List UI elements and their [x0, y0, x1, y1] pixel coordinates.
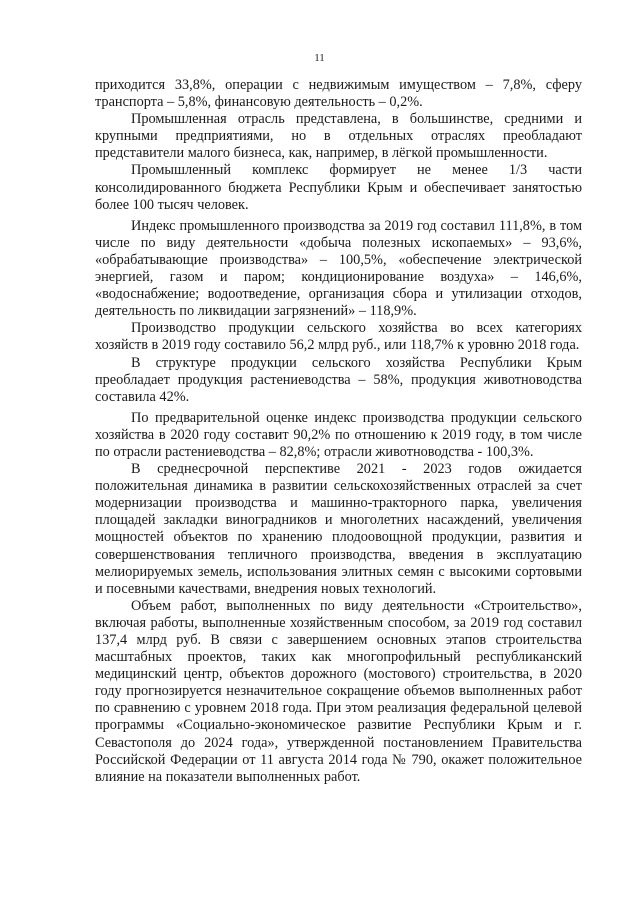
- paragraph-agriculture-outlook: В среднесрочной перспективе 2021 - 2023 годов ожидается положительная динамика в развитии сельскохозяйственных отраслей за счет модернизации производства и машинно-тракторного парка, увеличения площадей закладки виноградников и многолетних насаждений, увеличения мощностей объектов по хранению плодоовощной продукции, развития и совершенствования тепличного производства, введения в эксплуатацию мелиорируемых земель, использования элитных семян с высокими сортовыми и посевными качествами, внедрения новых технологий.: [95, 461, 582, 597]
- body-text: [95, 77, 582, 786]
- paragraph-agriculture-forecast: По предварительной оценке индекс производства продукции сельского хозяйства в 2020 году составит 90,2% по отношению к 2019 году, в том числе по отрасли растениеводства – 82,8%; отрасли животноводства - 100,3%.: [95, 409, 582, 460]
- paragraph-industry-structure: Промышленная отрасль представлена, в большинстве, средними и крупными предприятиями, но в отдельных отраслях преобладают представители малого бизнеса, как, например, в лёгкой промышленности.: [95, 111, 582, 162]
- paragraph-sector-shares: приходится 33,8%, операции с недвижимым имуществом – 7,8%, сферу транспорта – 5,8%, финансовую деятельность – 0,2%.: [95, 77, 582, 111]
- paragraph-agriculture-structure: В структуре продукции сельского хозяйства Республики Крым преобладает продукция растениеводства – 58%, продукция животноводства составила 42%.: [95, 354, 582, 405]
- paragraph-industrial-index: Индекс промышленного производства за 2019 год составил 111,8%, в том числе по виду деятельности «добыча полезных ископаемых» – 93,6%, «обрабатывающие производства» – 100,5%, «обеспечение электрической энергией, газом и паром; кондиционирование воздуха» – 146,6%, «водоснабжение; водоотведение, организация сбора и утилизации отходов, деятельность по ликвидации загрязнений» – 118,9%.: [95, 217, 582, 320]
- page-number: 11: [314, 52, 325, 64]
- paragraph-agriculture-output: Производство продукции сельского хозяйства во всех категориях хозяйств в 2019 году составило 56,2 млрд руб., или 118,7% к уровню 2018 года.: [95, 320, 582, 354]
- paragraph-industrial-complex: Промышленный комплекс формирует не менее 1/3 части консолидированного бюджета Республики Крым и обеспечивает занятостью более 100 тысяч человек.: [95, 162, 582, 213]
- paragraph-construction: Объем работ, выполненных по виду деятельности «Строительство», включая работы, выполненные хозяйственным способом, за 2019 год составил 137,4 млрд руб. В связи с завершением основных этапов строительства масштабных проектов, таких как многопрофильный республиканский медицинский центр, объектов дорожного (мостового) строительства, в 2020 году прогнозируется незначительное сокращение объемов выполненных работ по сравнению с уровнем 2018 года. При этом реализация федеральной целевой программы «Социально-экономическое развитие Республики Крым и г. Севастополя до 2024 года», утвержденной постановлением Правительства Российской Федерации от 11 августа 2014 года № 790, окажет положительное влияние на показатели выполненных работ.: [95, 597, 582, 785]
